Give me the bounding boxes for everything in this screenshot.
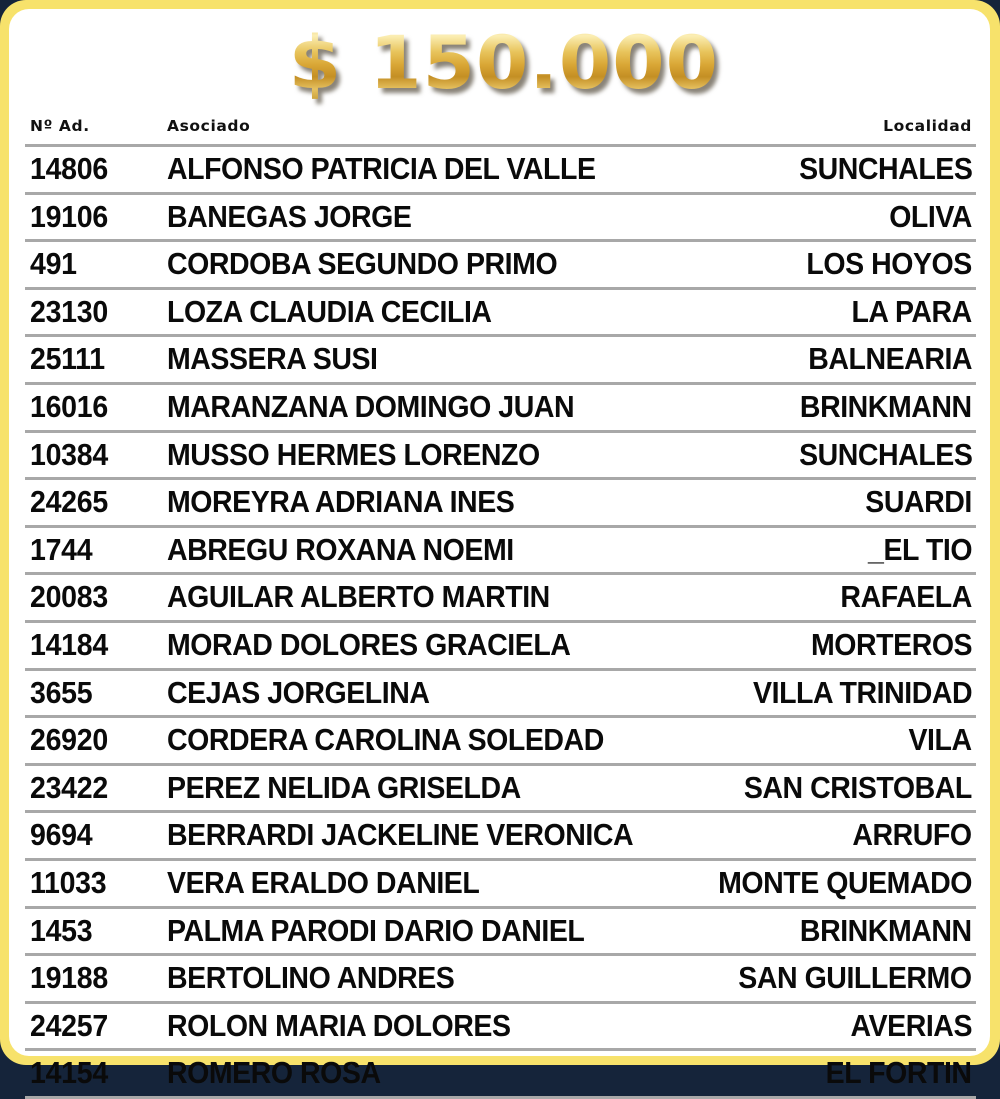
table-cell-localidad-text: _EL TIO <box>867 531 972 567</box>
table-cell-asociado <box>145 621 676 669</box>
table-cell-asociado <box>145 288 676 336</box>
table-cell-localidad-text: MONTE QUEMADO <box>718 864 972 900</box>
table-cell-numero-text: 10384 <box>30 436 108 472</box>
table-cell-asociado <box>145 526 676 574</box>
table-cell-asociado-text: VERA ERALDO DANIEL <box>167 864 480 900</box>
table-cell-numero-text: 14154 <box>30 1055 108 1091</box>
table-row <box>25 717 976 765</box>
table-cell-numero <box>25 1050 145 1098</box>
table-cell-asociado-text: MASSERA SUSI <box>167 341 378 377</box>
table-row <box>25 764 976 812</box>
table-cell-asociado-text: CEJAS JORGELINA <box>167 674 430 710</box>
table-cell-asociado-text: ROLON MARIA DOLORES <box>167 1007 511 1043</box>
table-row <box>25 241 976 289</box>
table-cell-numero <box>25 146 145 194</box>
table-cell-asociado <box>145 669 676 717</box>
table-row <box>25 288 976 336</box>
table-cell-localidad <box>676 146 976 194</box>
table-row <box>25 336 976 384</box>
table-cell-asociado <box>145 241 676 289</box>
table-cell-asociado-text: PALMA PARODI DARIO DANIEL <box>167 912 585 948</box>
table-row <box>25 621 976 669</box>
table-row <box>25 574 976 622</box>
table-cell-localidad <box>676 526 976 574</box>
table-cell-localidad <box>676 574 976 622</box>
table-body <box>25 146 976 1098</box>
table-cell-localidad <box>676 621 976 669</box>
table-cell-numero <box>25 717 145 765</box>
table-cell-localidad <box>676 717 976 765</box>
table-cell-localidad-text: EL FORTIN <box>826 1055 972 1091</box>
column-header-numero: Nº Ad. <box>25 117 145 146</box>
table-cell-asociado-text: MOREYRA ADRIANA INES <box>167 484 515 520</box>
table-cell-numero-text: 491 <box>30 246 77 282</box>
table-row <box>25 383 976 431</box>
table-cell-localidad <box>676 955 976 1003</box>
table-cell-numero <box>25 621 145 669</box>
table-cell-asociado-text: BANEGAS JORGE <box>167 198 412 234</box>
table-cell-numero-text: 20083 <box>30 579 108 615</box>
column-header-localidad: Localidad <box>676 117 976 146</box>
prize-amount-title: $ 150.000 <box>288 20 719 106</box>
table-cell-numero <box>25 288 145 336</box>
table-cell-numero-text: 14184 <box>30 626 108 662</box>
table-cell-localidad <box>676 812 976 860</box>
table-cell-localidad-text: BRINKMANN <box>800 912 972 948</box>
table-cell-asociado <box>145 383 676 431</box>
table-cell-numero-text: 19106 <box>30 198 108 234</box>
table-cell-asociado <box>145 859 676 907</box>
table-cell-localidad <box>676 383 976 431</box>
table-cell-localidad <box>676 1050 976 1098</box>
table-cell-asociado-text: MUSSO HERMES LORENZO <box>167 436 540 472</box>
table-cell-asociado-text: ALFONSO PATRICIA DEL VALLE <box>167 151 596 186</box>
table-cell-asociado-text: BERTOLINO ANDRES <box>167 960 455 996</box>
table-row <box>25 479 976 527</box>
table-row <box>25 812 976 860</box>
table-cell-numero-text: 24257 <box>30 1007 108 1043</box>
table-cell-asociado-text: ROMERO ROSA <box>167 1055 381 1091</box>
table-cell-localidad <box>676 1002 976 1050</box>
table-cell-numero <box>25 479 145 527</box>
table-cell-localidad-text: LA PARA <box>851 293 972 329</box>
table-cell-localidad <box>676 859 976 907</box>
table-cell-localidad-text: AVERIAS <box>850 1007 972 1043</box>
table-cell-numero-text: 9694 <box>30 817 93 853</box>
table-cell-localidad-text: SUNCHALES <box>798 436 972 472</box>
column-header-asociado: Asociado <box>145 117 676 146</box>
table-cell-localidad-text: SUNCHALES <box>798 151 972 186</box>
table-row <box>25 1050 976 1098</box>
table-cell-localidad <box>676 336 976 384</box>
table-cell-localidad <box>676 193 976 241</box>
table-cell-numero-text: 1744 <box>30 531 93 567</box>
table-cell-localidad-text: RAFAELA <box>840 579 972 615</box>
table-cell-localidad-text: VILA <box>908 722 972 758</box>
table-cell-asociado <box>145 1050 676 1098</box>
table-cell-numero <box>25 812 145 860</box>
winners-table <box>25 117 976 1099</box>
table-cell-asociado-text: BERRARDI JACKELINE VERONICA <box>167 817 634 853</box>
table-row <box>25 859 976 907</box>
table-cell-asociado <box>145 336 676 384</box>
table-cell-numero <box>25 574 145 622</box>
table-cell-numero <box>25 526 145 574</box>
table-cell-localidad-text: BALNEARIA <box>808 341 972 377</box>
table-cell-asociado <box>145 764 676 812</box>
table-row <box>25 193 976 241</box>
table-row <box>25 146 976 194</box>
table-cell-localidad-text: SAN GUILLERMO <box>738 960 972 996</box>
table-cell-localidad-text: OLIVA <box>889 198 972 234</box>
table-cell-numero <box>25 431 145 479</box>
table-cell-asociado-text: CORDERA CAROLINA SOLEDAD <box>167 722 604 758</box>
table-cell-asociado <box>145 574 676 622</box>
table-row <box>25 526 976 574</box>
table-cell-asociado <box>145 193 676 241</box>
table-cell-localidad-text: ARRUFO <box>852 817 972 853</box>
table-cell-localidad-text: MORTEROS <box>810 626 972 662</box>
table-cell-numero <box>25 241 145 289</box>
table-header <box>25 117 976 146</box>
table-cell-numero <box>25 1002 145 1050</box>
table-cell-numero-text: 23130 <box>30 293 108 329</box>
table-row <box>25 1002 976 1050</box>
table-row <box>25 669 976 717</box>
table-cell-numero-text: 26920 <box>30 722 108 758</box>
table-cell-numero <box>25 907 145 955</box>
table-cell-asociado-text: MORAD DOLORES GRACIELA <box>167 626 571 662</box>
table-cell-numero-text: 25111 <box>30 341 105 377</box>
table-cell-localidad <box>676 241 976 289</box>
table-cell-numero-text: 16016 <box>30 388 108 424</box>
table-cell-localidad <box>676 431 976 479</box>
table-cell-numero-text: 23422 <box>30 769 108 805</box>
table-cell-numero-text: 19188 <box>30 960 108 996</box>
table-cell-numero <box>25 764 145 812</box>
table-cell-asociado <box>145 479 676 527</box>
table-cell-numero-text: 24265 <box>30 484 108 520</box>
table-cell-localidad <box>676 669 976 717</box>
table-cell-asociado-text: PEREZ NELIDA GRISELDA <box>167 769 521 805</box>
table-cell-numero-text: 14806 <box>30 151 108 186</box>
table-cell-asociado <box>145 955 676 1003</box>
prize-card-body <box>9 9 990 1091</box>
table-cell-numero <box>25 669 145 717</box>
table-cell-asociado <box>145 146 676 194</box>
table-cell-asociado <box>145 717 676 765</box>
table-cell-asociado <box>145 1002 676 1050</box>
table-cell-numero-text: 3655 <box>30 674 93 710</box>
table-cell-localidad <box>676 288 976 336</box>
table-cell-asociado <box>145 431 676 479</box>
table-cell-asociado-text: LOZA CLAUDIA CECILIA <box>167 293 492 329</box>
table-row <box>25 431 976 479</box>
table-header-row <box>25 117 976 146</box>
table-cell-localidad-text: SAN CRISTOBAL <box>743 769 972 805</box>
table-cell-numero <box>25 193 145 241</box>
table-cell-numero <box>25 955 145 1003</box>
table-cell-localidad-text: VILLA TRINIDAD <box>752 674 972 710</box>
table-row <box>25 907 976 955</box>
table-cell-localidad <box>676 479 976 527</box>
prize-title-area <box>9 9 990 117</box>
table-cell-asociado <box>145 812 676 860</box>
table-cell-numero-text: 11033 <box>30 864 107 900</box>
table-cell-numero <box>25 859 145 907</box>
winners-table-wrap <box>9 117 990 1099</box>
table-cell-asociado-text: MARANZANA DOMINGO JUAN <box>167 388 575 424</box>
table-cell-asociado-text: CORDOBA SEGUNDO PRIMO <box>167 246 558 282</box>
table-cell-numero <box>25 383 145 431</box>
table-cell-asociado <box>145 907 676 955</box>
table-cell-localidad-text: BRINKMANN <box>800 388 972 424</box>
table-cell-numero-text: 1453 <box>30 912 93 948</box>
table-cell-localidad <box>676 764 976 812</box>
table-cell-localidad-text: SUARDI <box>865 484 972 520</box>
table-row <box>25 955 976 1003</box>
table-cell-localidad <box>676 907 976 955</box>
table-cell-asociado-text: ABREGU ROXANA NOEMI <box>167 531 514 567</box>
table-cell-numero <box>25 336 145 384</box>
table-cell-localidad-text: LOS HOYOS <box>806 246 972 282</box>
table-cell-asociado-text: AGUILAR ALBERTO MARTIN <box>167 579 550 615</box>
